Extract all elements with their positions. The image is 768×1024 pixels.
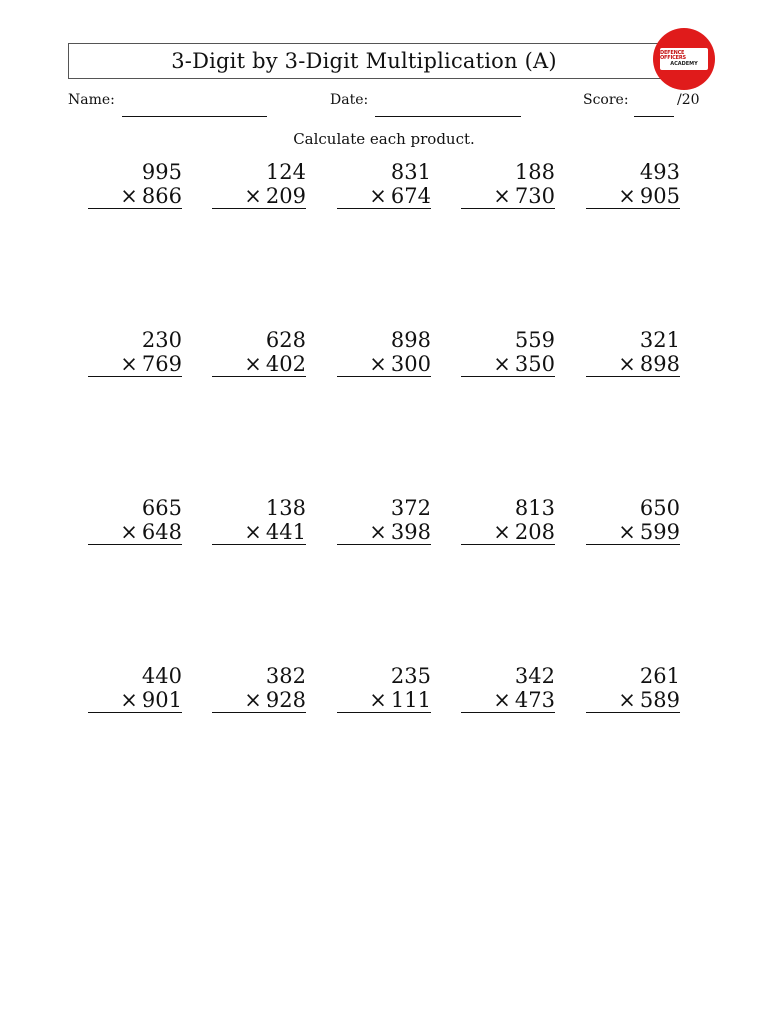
problem-3 (337, 160, 431, 209)
multiplier: 769 (141, 352, 182, 376)
multiplier: 905 (639, 184, 680, 208)
multiplier-row (88, 520, 182, 545)
multiplicand: 813 (514, 496, 555, 520)
problem-18 (337, 664, 431, 713)
multiplicand: 628 (265, 328, 306, 352)
multiplier: 674 (390, 184, 431, 208)
multiplier: 398 (390, 520, 431, 544)
multiplicand: 342 (514, 664, 555, 688)
problem-10 (586, 328, 680, 377)
times-sign: × (493, 688, 511, 712)
problem-20 (586, 664, 680, 713)
problem-17 (212, 664, 306, 713)
name-label: Name: (68, 92, 115, 108)
multiplicand: 559 (514, 328, 555, 352)
multiplicand: 235 (390, 664, 431, 688)
multiplicand: 898 (390, 328, 431, 352)
multiplier-row (88, 688, 182, 713)
times-sign: × (618, 520, 636, 544)
multiplicand: 138 (265, 496, 306, 520)
multiplier-row (88, 352, 182, 377)
problem-2 (212, 160, 306, 209)
problem-1 (88, 160, 182, 209)
student-fields (0, 92, 768, 116)
multiplier: 866 (141, 184, 182, 208)
multiplier-row (461, 520, 555, 545)
multiplier: 589 (639, 688, 680, 712)
times-sign: × (120, 688, 138, 712)
multiplier-row (461, 184, 555, 209)
times-sign: × (493, 352, 511, 376)
multiplier-row (586, 352, 680, 377)
multiplicand: 831 (390, 160, 431, 184)
multiplier: 209 (265, 184, 306, 208)
problem-14 (461, 496, 555, 545)
times-sign: × (244, 352, 262, 376)
academy-logo (653, 28, 715, 90)
problem-7 (212, 328, 306, 377)
multiplier: 208 (514, 520, 555, 544)
multiplier-row (212, 520, 306, 545)
multiplier-row (461, 688, 555, 713)
times-sign: × (369, 352, 387, 376)
multiplier-row (586, 520, 680, 545)
multiplicand: 493 (639, 160, 680, 184)
multiplier: 111 (390, 688, 431, 712)
logo-banner (660, 48, 708, 70)
date-blank[interactable] (375, 116, 521, 117)
times-sign: × (493, 184, 511, 208)
score-blank[interactable] (634, 116, 674, 117)
multiplier: 901 (141, 688, 182, 712)
multiplier: 599 (639, 520, 680, 544)
times-sign: × (369, 520, 387, 544)
multiplier-row (586, 688, 680, 713)
worksheet-title: 3-Digit by 3-Digit Multiplication (A) (171, 49, 557, 73)
problem-16 (88, 664, 182, 713)
problem-6 (88, 328, 182, 377)
multiplicand: 382 (265, 664, 306, 688)
multiplier: 928 (265, 688, 306, 712)
times-sign: × (618, 184, 636, 208)
times-sign: × (618, 352, 636, 376)
multiplier-row (337, 352, 431, 377)
multiplier-row (586, 184, 680, 209)
multiplier-row (212, 352, 306, 377)
multiplier-row (212, 688, 306, 713)
problem-13 (337, 496, 431, 545)
problem-9 (461, 328, 555, 377)
logo-text-line2: ACADEMY (670, 61, 698, 67)
multiplier-row (212, 184, 306, 209)
multiplier: 350 (514, 352, 555, 376)
problem-4 (461, 160, 555, 209)
problem-12 (212, 496, 306, 545)
times-sign: × (369, 184, 387, 208)
multiplier-row (461, 352, 555, 377)
multiplicand: 995 (141, 160, 182, 184)
multiplier-row (337, 520, 431, 545)
problem-19 (461, 664, 555, 713)
times-sign: × (244, 184, 262, 208)
problem-8 (337, 328, 431, 377)
multiplicand: 230 (141, 328, 182, 352)
title-box (68, 43, 700, 79)
multiplicand: 261 (639, 664, 680, 688)
logo-text-line1: DEFENCE OFFICERS (660, 50, 686, 61)
times-sign: × (120, 520, 138, 544)
times-sign: × (120, 352, 138, 376)
times-sign: × (244, 688, 262, 712)
multiplicand: 372 (390, 496, 431, 520)
multiplier: 648 (141, 520, 182, 544)
name-blank[interactable] (122, 116, 267, 117)
problem-5 (586, 160, 680, 209)
multiplier: 300 (390, 352, 431, 376)
multiplicand: 124 (265, 160, 306, 184)
problem-11 (88, 496, 182, 545)
multiplier-row (337, 688, 431, 713)
multiplier: 730 (514, 184, 555, 208)
multiplicand: 665 (141, 496, 182, 520)
multiplier: 898 (639, 352, 680, 376)
instructions: Calculate each product. (293, 130, 475, 148)
times-sign: × (120, 184, 138, 208)
multiplicand: 440 (141, 664, 182, 688)
times-sign: × (618, 688, 636, 712)
score-label: Score: (583, 92, 629, 108)
multiplicand: 650 (639, 496, 680, 520)
multiplicand: 188 (514, 160, 555, 184)
times-sign: × (369, 688, 387, 712)
times-sign: × (493, 520, 511, 544)
score-total: /20 (677, 92, 700, 108)
multiplier: 441 (265, 520, 306, 544)
multiplier: 473 (514, 688, 555, 712)
multiplier-row (337, 184, 431, 209)
multiplier-row (88, 184, 182, 209)
multiplicand: 321 (639, 328, 680, 352)
times-sign: × (244, 520, 262, 544)
multiplier: 402 (265, 352, 306, 376)
date-label: Date: (330, 92, 369, 108)
problem-15 (586, 496, 680, 545)
